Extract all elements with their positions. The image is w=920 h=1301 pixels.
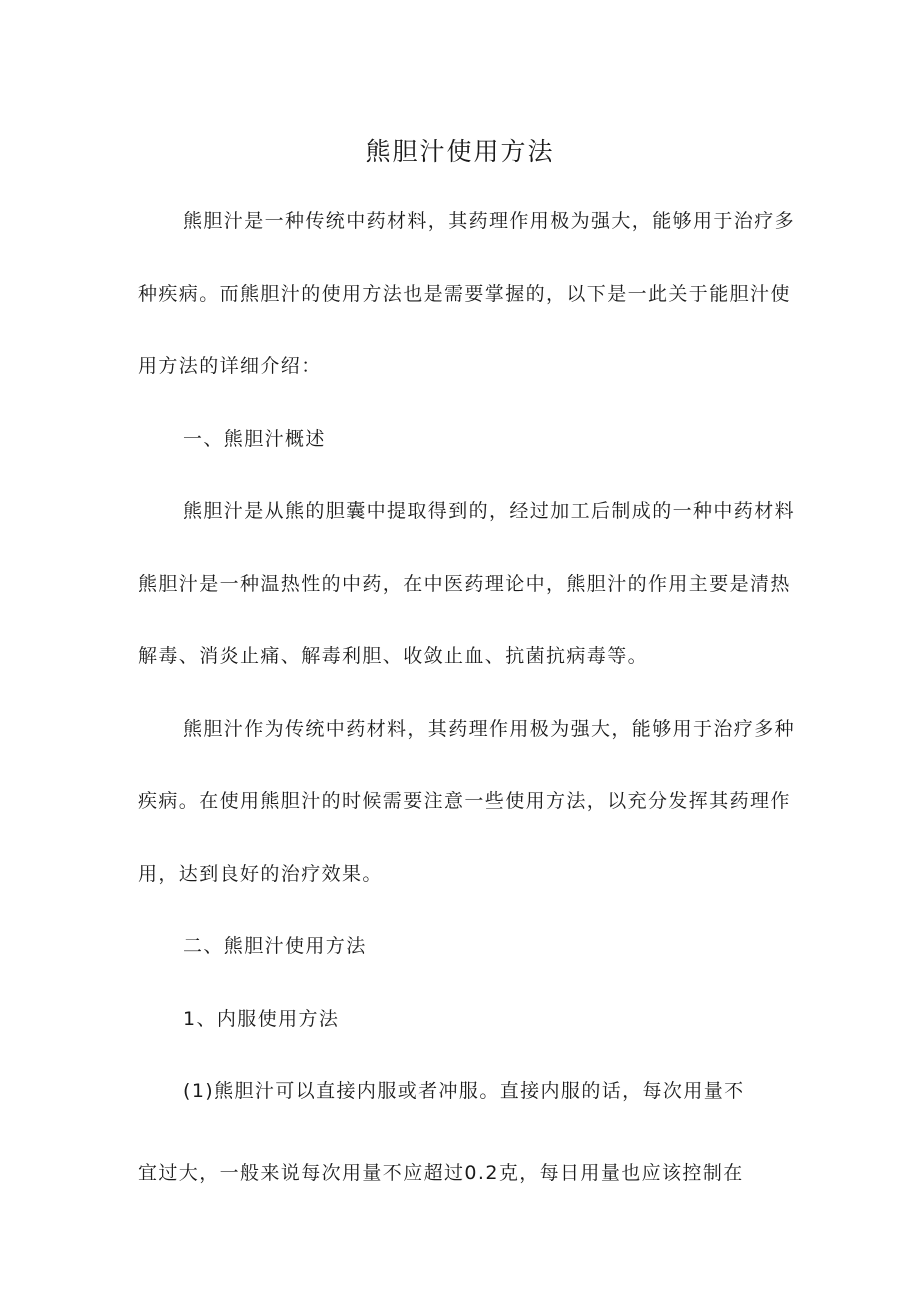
section-heading: 二、熊胆汁使用方法 — [183, 935, 367, 957]
paragraph-line: 熊胆汁是一种传统中药材料，其药理作用极为强大，能够用于治疗多 — [183, 210, 796, 232]
paragraph-line: 用，达到良好的治疗效果。 — [138, 863, 383, 885]
paragraph-line: 解毒、消炎止痛、解毒利胆、收敛止血、抗菌抗病毒等。 — [138, 645, 649, 667]
paragraph-line: 用方法的详细介绍： — [138, 355, 322, 377]
paragraph-line: 宜过大，一般来说每次用量不应超过0.2克，每日用量也应该控制在 — [138, 1162, 744, 1184]
section-heading: 一、熊胆汁概述 — [183, 428, 326, 450]
document-title: 熊胆汁使用方法 — [365, 137, 555, 166]
paragraph-line: 熊胆汁是从熊的胆囊中提取得到的，经过加工后制成的一种中药材料 — [183, 500, 796, 522]
paragraph-line: 种疾病。而熊胆汁的使用方法也是需要掌握的，以下是一此关于能胆汁使 — [138, 283, 791, 305]
paragraph-line: 熊胆汁作为传统中药材料，其药理作用极为强大，能够用于治疗多种 — [183, 718, 796, 740]
paragraph-line: 熊胆汁是一种温热性的中药，在中医药理论中，熊胆汁的作用主要是清热 — [138, 573, 791, 595]
paragraph-line: (1)熊胆汁可以直接内服或者冲服。直接内服的话，每次用量不 — [183, 1080, 745, 1102]
paragraph-line: 疾病。在使用熊胆汁的时候需要注意一些使用方法，以充分发挥其药理作 — [138, 790, 791, 812]
subsection-heading: 1、内服使用方法 — [183, 1008, 340, 1030]
